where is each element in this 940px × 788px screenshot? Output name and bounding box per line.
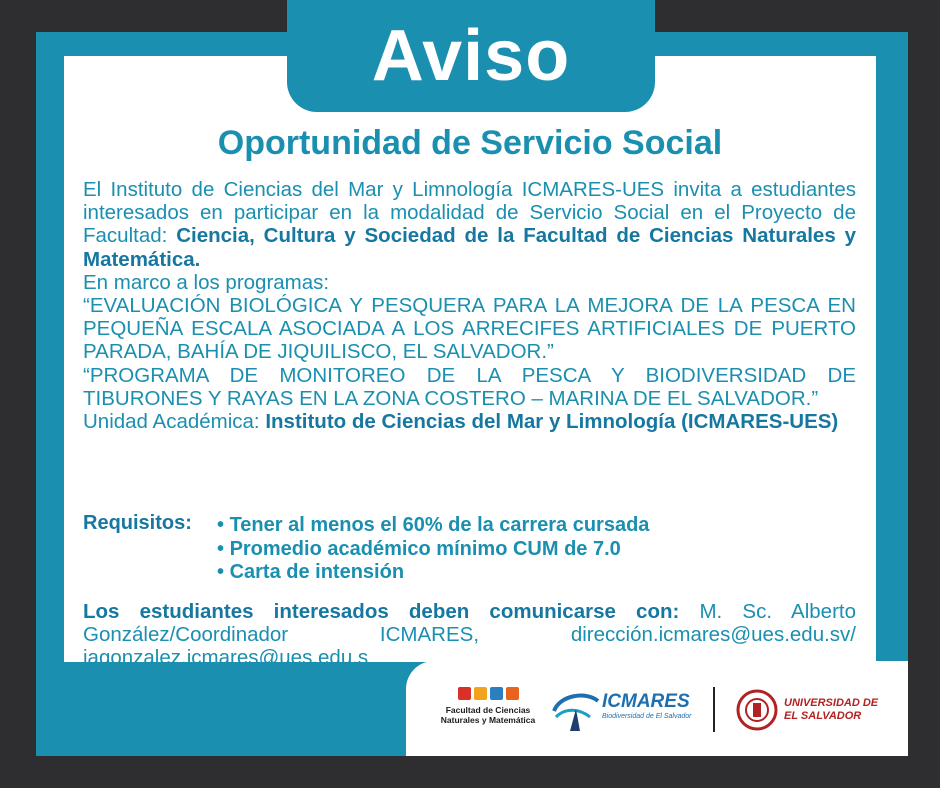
fccnm-blocks-icon [436, 687, 540, 700]
requirements-section [83, 512, 856, 585]
intro-paragraph [83, 178, 856, 271]
ues-seal-icon [736, 685, 778, 735]
contact-paragraph [83, 600, 856, 670]
page-subtitle: Oportunidad de Servicio Social [217, 124, 723, 162]
requirement-item: • Tener al menos el 60% de la carrera cursada [217, 514, 649, 538]
programs-intro: En marco a los programas: [83, 270, 330, 294]
icmares-logo [550, 687, 700, 735]
logo-divider [713, 687, 715, 732]
program-item: “PROGRAMA DE MONITOREO DE LA PESCA Y BIODIVERSIDAD DE TIBURONES Y RAYAS EN LA ZONA COSTERO – MARINA DE EL SALVADOR.” [83, 363, 856, 410]
contact-label: Los estudiantes interesados deben comunicarse con: [83, 600, 680, 623]
fccnm-name: Facultad de Ciencias Naturales y Matemática [440, 705, 536, 725]
notice-body [83, 178, 856, 433]
ues-wordmark: UNIVERSIDAD DE EL SALVADOR [784, 697, 879, 722]
contact-text: M. Sc. Alberto González/Coordinador ICMARES, dirección.icmares@ues.edu.sv/ jagonzalez.icmares@ues.edu.s [83, 600, 856, 670]
fccnm-logo [436, 687, 540, 725]
project-name: Ciencia, Cultura y Sociedad de la Facultad de Ciencias Naturales y Matemática. [83, 224, 856, 271]
unit-label: Unidad Académica: [83, 410, 266, 434]
requirements-list [217, 514, 649, 585]
intro-text: El Instituto de Ciencias del Mar y Limnología ICMARES-UES invita a estudiantes interesados en participar en la modalidad de Servicio Social en el Proyecto de Facultad: [83, 178, 856, 248]
icmares-wordmark: ICMARES [602, 691, 690, 712]
aviso-title: Aviso [371, 16, 571, 96]
program-item: “EVALUACIÓN BIOLÓGICA Y PESQUERA PARA LA MEJORA DE LA PESCA EN PEQUEÑA ESCALA ASOCIADA A LOS ARRECIFES ARTIFICIALES DE PUERTO PARADA, BAHÍA DE JIQUILISCO, EL SALVADOR.” [83, 294, 856, 364]
requirements-label: Requisitos: [83, 512, 192, 534]
requirement-item: • Promedio académico mínimo CUM de 7.0 [217, 538, 649, 562]
unit-value: Instituto de Ciencias del Mar y Limnología (ICMARES-UES) [265, 410, 839, 434]
academic-unit [83, 410, 856, 433]
logo-bar [406, 661, 908, 756]
icmares-tagline: Biodiversidad de El Salvador [602, 713, 692, 720]
ues-logo [736, 683, 886, 737]
requirement-item: • Carta de intensión [217, 561, 649, 585]
aviso-header [287, 0, 655, 112]
icmares-wave-icon [550, 687, 600, 735]
